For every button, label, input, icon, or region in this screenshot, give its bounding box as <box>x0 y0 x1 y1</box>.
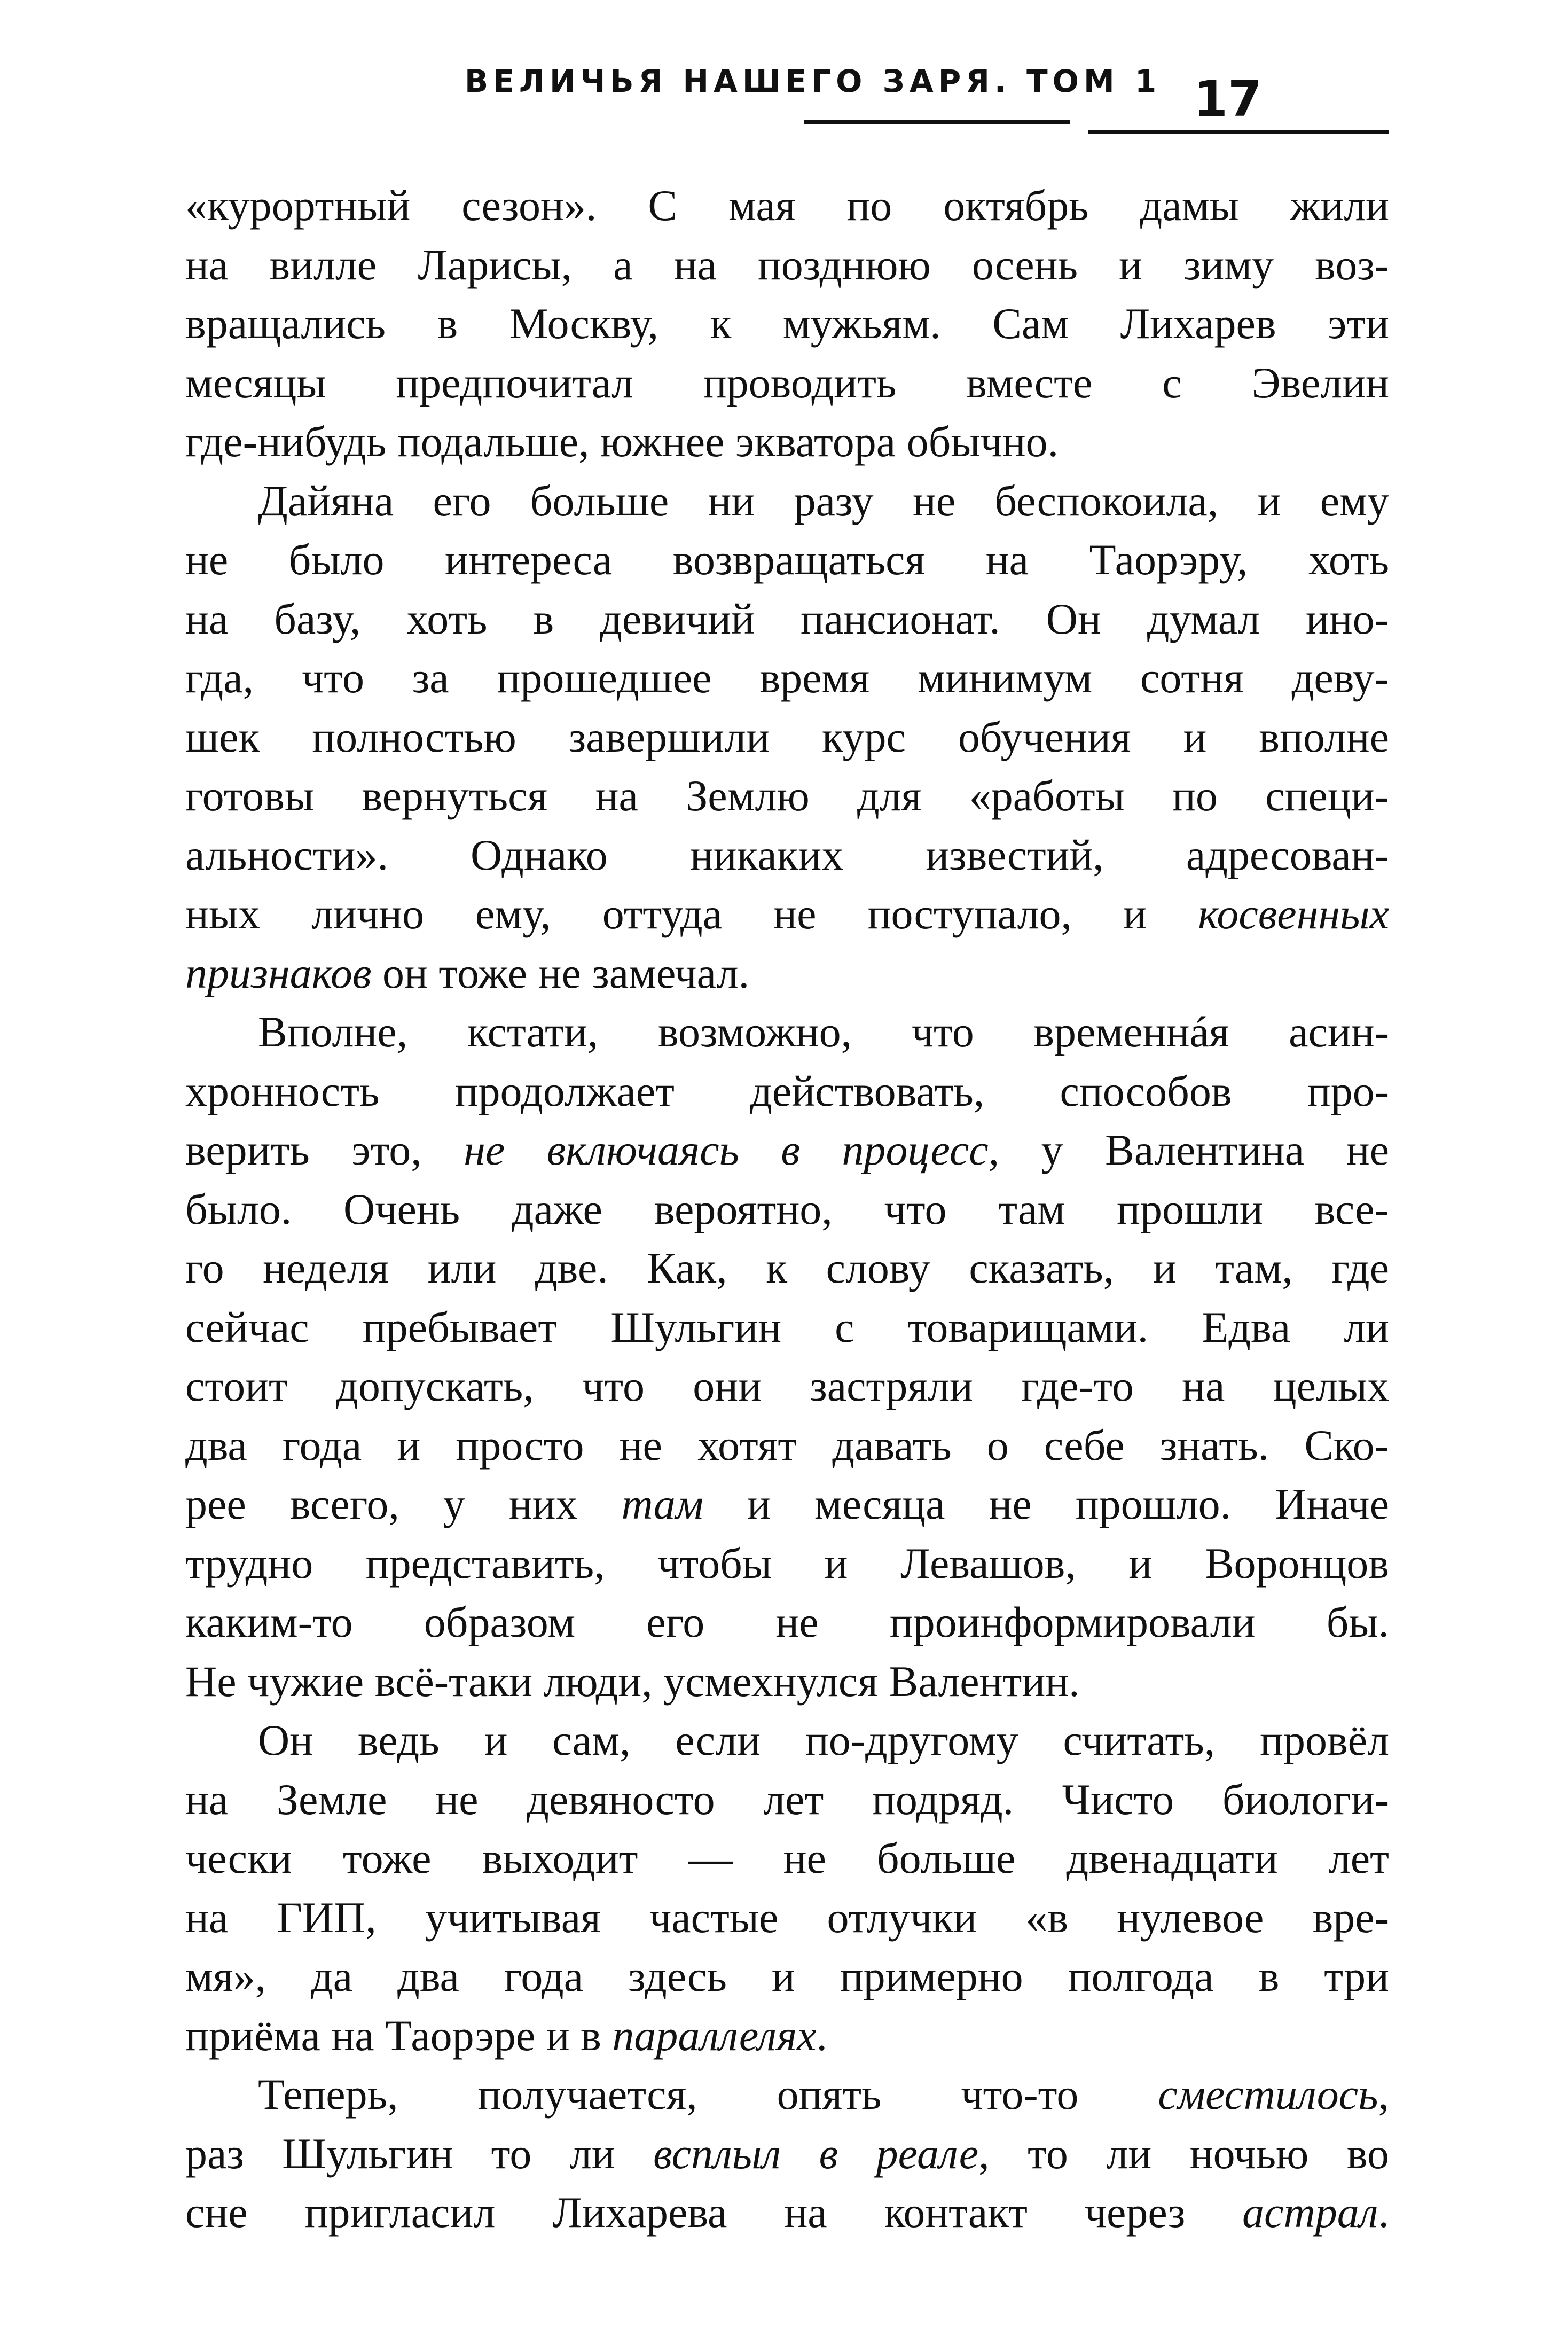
italic-text: параллелях <box>612 2011 817 2060</box>
text-segment: Дайяна его больше ни разу не беспокоила, и ему <box>258 476 1389 525</box>
text-segment: хронность продолжает действовать, способов про- <box>185 1066 1389 1115</box>
italic-text: там <box>621 1480 704 1528</box>
text-segment: го неделя или две. Как, к слову сказать, и там, где <box>185 1244 1389 1292</box>
text-line <box>185 648 1389 708</box>
text-segment: приёма на Таорэре и в <box>185 2011 613 2060</box>
text-segment: верить это, <box>185 1126 464 1174</box>
text-line <box>185 1121 1389 1180</box>
text-line <box>185 354 1389 413</box>
text-segment: альности». Однако никаких известий, адресован- <box>185 830 1389 879</box>
text-segment: каким-то образом его не проинформировали бы. <box>185 1598 1389 1646</box>
running-title: ВЕЛИЧЬЯ НАШЕГО ЗАРЯ. ТОМ 1 <box>465 63 1162 99</box>
header-rule-left <box>804 120 1070 124</box>
text-line <box>185 1534 1389 1593</box>
text-line <box>185 1062 1389 1121</box>
text-segment: сне пригласил Лихарева на контакт через <box>185 2188 1243 2237</box>
text-line <box>185 236 1389 295</box>
text-line <box>185 1711 1389 1770</box>
text-segment: он тоже не замечал. <box>371 948 750 997</box>
text-segment: чески тоже выходит — не больше двенадцати лет <box>185 1834 1389 1882</box>
text-line <box>185 885 1389 944</box>
text-segment: на базу, хоть в девичий пансионат. Он думал ино- <box>185 594 1389 643</box>
text-segment: Теперь, получается, опять что-то <box>258 2070 1158 2119</box>
text-line <box>185 1180 1389 1239</box>
text-line <box>185 1888 1389 1948</box>
text-line <box>185 1829 1389 1888</box>
text-segment: вращались в Москву, к мужьям. Сам Лихарев эти <box>185 299 1389 348</box>
text-line <box>185 1003 1389 1062</box>
text-line <box>185 176 1389 236</box>
text-line <box>185 530 1389 590</box>
text-segment: сейчас пребывает Шульгин с товарищами. Едва ли <box>185 1302 1389 1351</box>
text-line <box>185 1298 1389 1357</box>
text-segment: , <box>1378 2070 1389 2119</box>
text-line <box>185 590 1389 649</box>
text-line <box>185 1475 1389 1534</box>
italic-text: астрал <box>1242 2188 1378 2237</box>
text-segment: , то ли ночью во <box>978 2129 1389 2178</box>
italic-text: косвенных <box>1198 889 1389 938</box>
text-line <box>185 412 1389 472</box>
text-line <box>185 826 1389 885</box>
text-segment: было. Очень даже вероятно, что там прошли все- <box>185 1184 1389 1233</box>
text-line <box>185 1357 1389 1416</box>
text-segment: , у Валентина не <box>988 1126 1389 1174</box>
text-segment: и месяца не прошло. Иначе <box>703 1480 1389 1528</box>
text-line <box>185 2124 1389 2184</box>
text-segment: где-нибудь подальше, южнее экватора обычно. <box>185 417 1059 466</box>
text-segment: рее всего, у них <box>185 1480 622 1528</box>
italic-text: всплыл в реале <box>653 2129 979 2178</box>
text-segment: . <box>816 2011 828 2060</box>
text-line <box>185 294 1389 354</box>
italic-text: сместилось <box>1158 2070 1378 2119</box>
text-segment: . <box>1378 2188 1389 2237</box>
header-rule-right <box>1088 130 1389 134</box>
text-segment: гда, что за прошедшее время минимум сотня деву- <box>185 653 1389 702</box>
text-segment: ных лично ему, оттуда не поступало, и <box>185 889 1198 938</box>
text-segment: Не чужие всё-таки люди, усмехнулся Валентин. <box>185 1656 1080 1706</box>
text-line <box>185 1947 1389 2006</box>
text-segment: Вполне, кстати, возможно, что временнáя асин- <box>258 1007 1389 1056</box>
text-line <box>185 2006 1389 2066</box>
text-segment: не было интереса возвращаться на Таорэру, хоть <box>185 535 1389 584</box>
text-line <box>185 944 1389 1003</box>
italic-text: признаков <box>185 948 372 997</box>
page-number: 17 <box>1194 71 1263 128</box>
text-line <box>185 2065 1389 2124</box>
text-segment: готовы вернуться на Землю для «работы по специ- <box>185 771 1389 820</box>
text-line <box>185 1239 1389 1298</box>
text-segment: Он ведь и сам, если по-другому считать, провёл <box>258 1716 1389 1764</box>
text-line <box>185 1593 1389 1652</box>
text-line <box>185 767 1389 826</box>
text-segment: мя», да два года здесь и примерно полгода в три <box>185 1952 1389 2000</box>
text-line <box>185 472 1389 531</box>
text-segment: шек полностью завершили курс обучения и вполне <box>185 712 1389 761</box>
text-line <box>185 1652 1389 1711</box>
text-segment: трудно представить, чтобы и Левашов, и Воронцов <box>185 1538 1389 1588</box>
text-segment: «курортный сезон». С мая по октябрь дамы жили <box>185 181 1389 230</box>
text-segment: на Земле не девяносто лет подряд. Чисто биологи- <box>185 1775 1389 1824</box>
text-segment: на ГИП, учитывая частые отлучки «в нулевое вре- <box>185 1893 1389 1942</box>
text-line <box>185 708 1389 767</box>
text-segment: два года и просто не хотят давать о себе знать. Ско- <box>185 1420 1389 1470</box>
text-line <box>185 2183 1389 2242</box>
text-line <box>185 1416 1389 1475</box>
text-segment: на вилле Ларисы, а на позднюю осень и зиму воз- <box>185 240 1389 289</box>
text-segment: месяцы предпочитал проводить вместе с Эвелин <box>185 358 1389 407</box>
body-text <box>185 176 1389 2242</box>
text-segment: раз Шульгин то ли <box>185 2129 654 2178</box>
text-line <box>185 1770 1389 1830</box>
text-segment: стоит допускать, что они застряли где-то на целых <box>185 1362 1389 1410</box>
italic-text: не включаясь в процесс <box>464 1126 989 1174</box>
